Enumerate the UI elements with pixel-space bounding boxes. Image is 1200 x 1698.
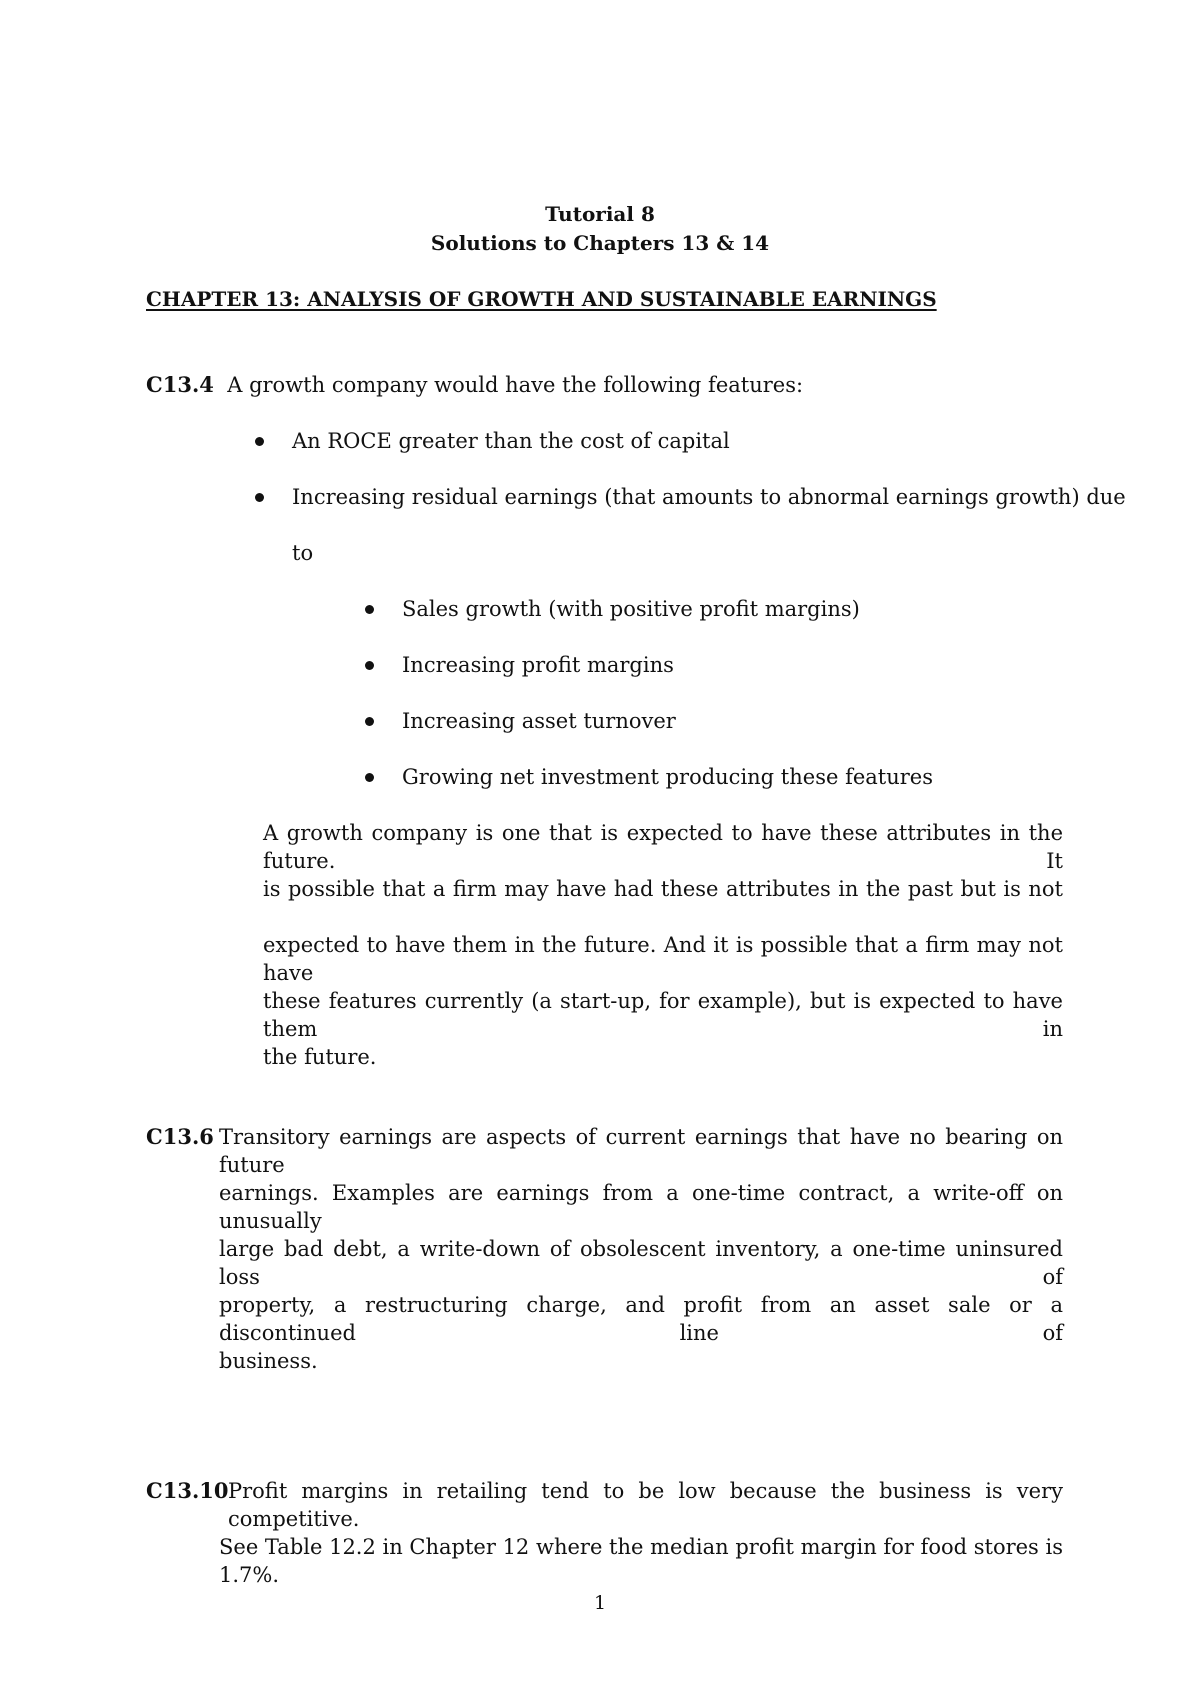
paragraph-line: large bad debt, a write-down of obsolescent inventory, a one-time uninsured loss of — [219, 1237, 1063, 1289]
page-number: 1 — [593, 1592, 607, 1614]
paragraph-line: property, a restructuring charge, and profit from an asset sale or a discontinued line of — [219, 1293, 1063, 1345]
list-item-continuation: to — [292, 541, 314, 565]
paragraph-line: business. — [219, 1349, 318, 1373]
paragraph-line: A growth company is one that is expected to have these attributes in the future. It — [263, 821, 1063, 873]
bullet-icon — [255, 437, 264, 446]
sub-list-item: Growing net investment producing these features — [402, 765, 933, 789]
question-intro: A growth company would have the following features: — [227, 373, 804, 397]
list-item: An ROCE greater than the cost of capital — [292, 429, 730, 453]
paragraph-line: these features currently (a start-up, for example), but is expected to have them in — [263, 989, 1063, 1041]
question-c13-4 — [146, 371, 803, 399]
question-id: C13.6 — [146, 1124, 214, 1149]
chapter-heading: CHAPTER 13: ANALYSIS OF GROWTH AND SUSTAINABLE EARNINGS — [146, 287, 937, 311]
paragraph-line: Profit margins in retailing tend to be low because the business is very competitive. — [228, 1479, 1063, 1531]
list-item: Increasing residual earnings (that amounts to abnormal earnings growth) due — [292, 485, 1126, 509]
paragraph-line: the future. — [263, 1045, 377, 1069]
paragraph-line: expected to have them in the future. And it is possible that a firm may not have — [263, 933, 1063, 985]
bullet-icon — [365, 773, 374, 782]
paragraph-line: See Table 12.2 in Chapter 12 where the median profit margin for food stores is 1.7%. — [219, 1535, 1063, 1587]
bullet-icon — [255, 493, 264, 502]
sub-list-item: Increasing profit margins — [402, 653, 674, 677]
bullet-icon — [365, 717, 374, 726]
question-id: C13.4 — [146, 372, 214, 397]
paragraph-line: earnings. Examples are earnings from a one-time contract, a write-off on unusually — [219, 1181, 1063, 1233]
document-subtitle: Solutions to Chapters 13 & 14 — [430, 231, 770, 255]
sub-list-item: Sales growth (with positive profit margins) — [402, 597, 860, 621]
bullet-icon — [365, 661, 374, 670]
sub-list-item: Increasing asset turnover — [402, 709, 676, 733]
document-title: Tutorial 8 — [545, 202, 655, 226]
paragraph-line: is possible that a firm may have had these attributes in the past but is not — [263, 877, 1063, 901]
paragraph-line: Transitory earnings are aspects of current earnings that have no bearing on future — [219, 1125, 1063, 1177]
bullet-icon — [365, 605, 374, 614]
question-id: C13.10 — [146, 1478, 229, 1503]
